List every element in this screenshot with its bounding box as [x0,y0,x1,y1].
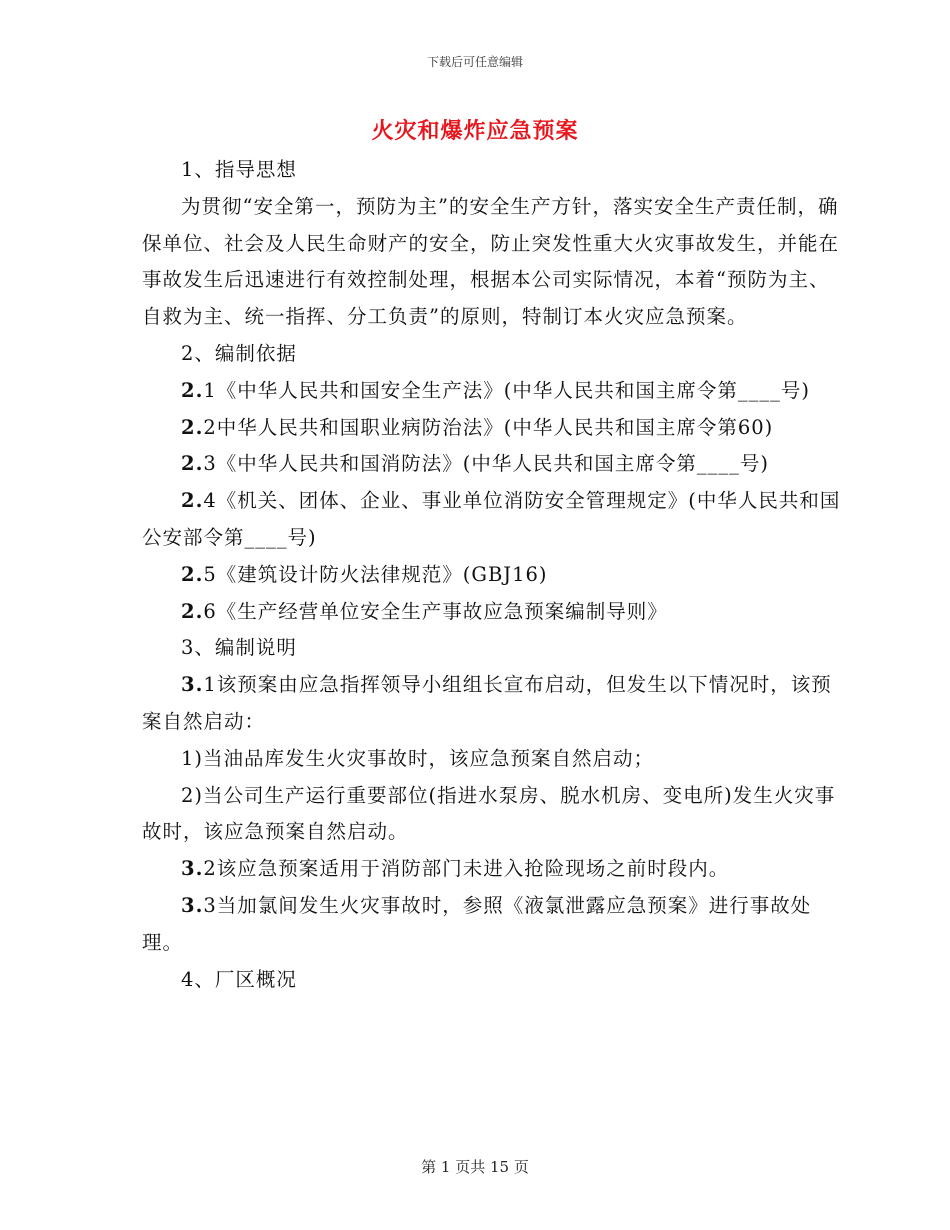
list-item: 2.6《生产经营单位安全生产事故应急预案编制导则》 [181,599,668,623]
document-title: 火灾和爆炸应急预案 [371,118,579,144]
list-item: 2)当公司生产运行重要部位(指进水泵房、脱水机房、变电所)发生火灾事故时，该应急预案自然启动。 [142,783,836,844]
section-heading: 4、厂区概况 [181,967,297,991]
list-item: 3.1该预案由应急指挥领导小组组长宣布启动，但发生以下情况时，该预案自然启动： [142,673,832,733]
section-heading: 1、指导思想 [181,158,297,181]
section-heading: 3、编制说明 [181,636,297,660]
page-header: 下载后可任意编辑 [426,55,523,69]
list-item: 2.5《建筑设计防火法律规范》(GBJ16) [181,562,548,586]
list-item: 2.2中华人民共和国职业病防治法》(中华人民共和国主席令第60) [181,415,774,439]
document-body [142,152,842,998]
page-footer: 第 1 页共 15 页 [421,1158,529,1176]
list-item: 3.2该应急预案适用于消防部门未进入抢险现场之前时段内。 [181,857,730,881]
list-item: 1)当油品库发生火灾事故时，该应急预案自然启动； [181,746,655,770]
list-item: 2.4《机关、团体、企业、事业单位消防安全管理规定》(中华人民共和国公安部令第____号) [142,489,841,549]
list-item: 2.1《中华人民共和国安全生产法》(中华人民共和国主席令第____号) [181,378,810,402]
section-heading: 2、编制依据 [181,341,297,365]
paragraph: 为贯彻“安全第一，预防为主”的安全生产方针，落实安全生产责任制，确保单位、社会及人民生命财产的安全，防止突发性重大火灾事故发生，并能在事故发生后迅速进行有效控制处理，根据本公司实际情况，本着“预防为主、自救为主、统一指挥、分工负责”的原则，特制订本火灾应急预案。 [142,194,840,329]
list-item: 3.3当加氯间发生火灾事故时，参照《液氯泄露应急预案》进行事故处理。 [142,893,812,954]
list-item: 2.3《中华人民共和国消防法》(中华人民共和国主席令第____号) [181,452,769,476]
